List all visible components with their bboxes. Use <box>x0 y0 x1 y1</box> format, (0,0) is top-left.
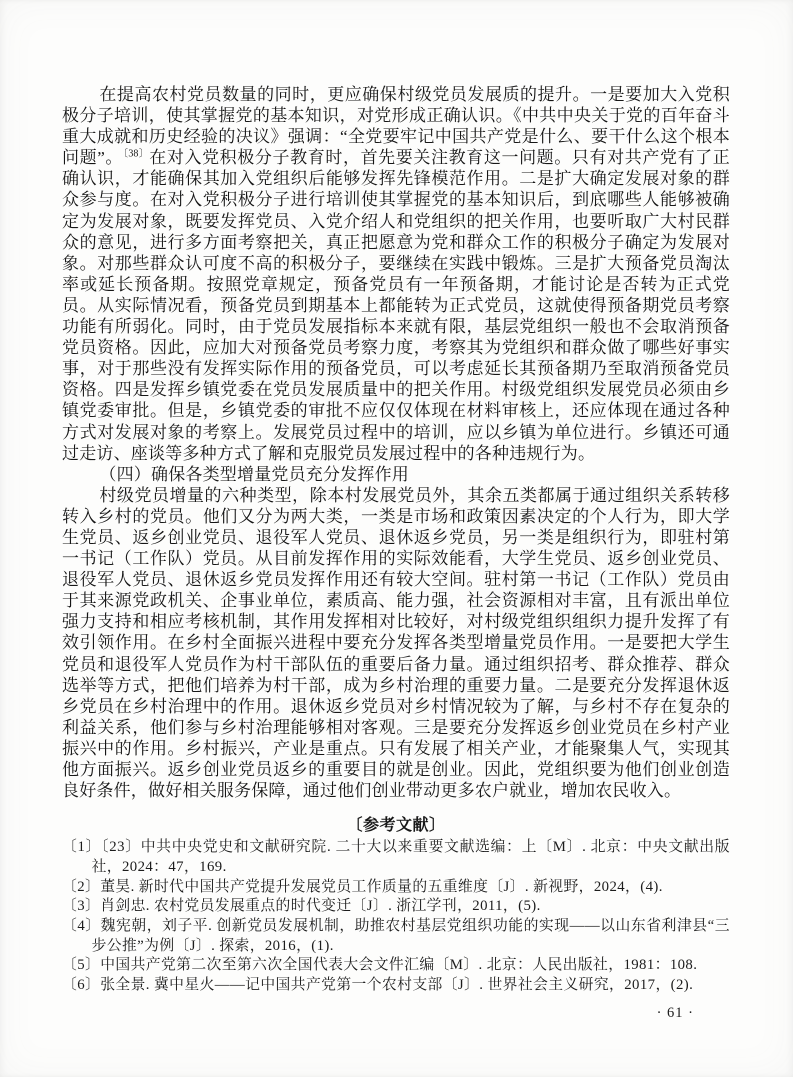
body-paragraph-1 <box>62 84 730 464</box>
body-paragraph-2: 村级党员增量的六种类型，除本村发展党员外，其余五类都属于通过组织关系转移转入乡村的党员。他们又分为两大类，一类是市场和政策因素决定的个人行为，即大学生党员、返乡创业党员、退役军人党员、退休返乡党员，另一类是组织行为，即驻村第一书记（工作队）党员。从目前发挥作用的实际效能看，大学生党员、返乡创业党员、退役军人党员、退休返乡党员发挥作用还有较大空间。驻村第一书记（工作队）党员由于其来源党政机关、企事业单位，素质高、能力强，社会资源相对丰富，且有派出单位强力支持和相应考核机制，其作用发挥相对比较好，对村级党组织组织力提升发挥了有效引领作用。在乡村全面振兴进程中要充分发挥各类型增量党员作用。一是要把大学生党员和退役军人党员作为村干部队伍的重要后备力量。通过组织招考、群众推荐、群众选举等方式，把他们培养为村干部，成为乡村治理的重要力量。二是要充分发挥退休返乡党员在乡村治理中的作用。退休返乡党员对乡村情况较为了解，与乡村不存在复杂的利益关系，他们参与乡村治理能够相对客观。三是要充分发挥返乡创业党员在乡村产业振兴中的作用。乡村振兴，产业是重点。只有发展了相关产业，才能聚集人气，实现其他方面振兴。返乡创业党员返乡的重要目的就是创业。因此，党组织要为他们创业创造良好条件，做好相关服务保障，通过他们创业带动更多农户就业，增加农民收入。 <box>62 485 730 801</box>
page-content <box>62 84 730 1022</box>
references-section <box>62 815 730 996</box>
section-heading: （四）确保各类型增量党员充分发挥作用 <box>99 464 409 484</box>
paragraph-1-text-after-note: 在对入党积极分子教育时，首先要关注教育这一问题。只有对共产党有了正确认识，才能确保其加入党组织后能够发挥先锋模范作用。二是扩大确定发展对象的群众参与度。在对入党积极分子进行培训使其掌握党的基本知识后，到底哪些人能够被确定为发展对象，既要发挥党员、入党介绍人和党组织的把关作用，也要听取广大村民群众的意见，进行多方面考察把关，真正把愿意为党和群众工作的积极分子确定为发展对象。对那些群众认可度不高的积极分子，要继续在实践中锻炼。三是扩大预备党员淘汰率或延长预备期。按照党章规定，预备党员有一年预备期，才能讨论是否转为正式党员。从实际情况看，预备党员到期基本上都能转为正式党员，这就使得预备期党员考察功能有所弱化。同时，由于党员发展指标本来就有限，基层党组织一般也不会取消预备党员资格。因此，应加大对预备党员考察力度，考察其为党组织和群众做了哪些好事实事，对于那些没有发挥实际作用的预备党员，可以考虑延长其预备期乃至取消预备党员资格。四是发挥乡镇党委在党员发展质量中的把关作用。村级党组织发展党员必须由乡镇党委审批。但是，乡镇党委的审批不应仅仅体现在材料审核上，还应体现在通过各种方式对发展对象的考察上。发展党员过程中的培训，应以乡镇为单位进行。乡镇还可通过走访、座谈等多种方式了解和克服党员发展过程中的各种违规行为。 <box>62 148 730 463</box>
page-number: · 61 · <box>656 1004 694 1021</box>
reference-item: 〔2〕董昊. 新时代中国共产党提升发展党员工作质量的五重维度〔J〕. 新视野，2024，(4). <box>62 878 663 895</box>
reference-item: 〔3〕肖剑忠. 农村党员发展重点的时代变迁〔J〕. 浙江学刊，2011，(5). <box>62 898 541 915</box>
footnote-marker-38: 〔38〕 <box>123 148 150 160</box>
reference-item: 〔6〕张全景. 冀中星火——记中国共产党第一个农村支部〔J〕. 世界社会主义研究，2017，(2). <box>62 977 694 994</box>
reference-item: 〔4〕魏宪朝，刘子平. 创新党员发展机制，助推农村基层党组织功能的实现——以山东省利津县“三步公推”为例〔J〕. 探索，2016，(1). <box>62 918 730 954</box>
paragraph-1-text-before-note: 在提高农村党员数量的同时，更应确保村级党员发展质的提升。一是要加大入党积极分子培训，使其掌握党的基本知识，对党形成正确认识。《中共中央关于党的百年奋斗重大成就和历史经验的决议》强调：“全党要牢记中国共产党是什么、要干什么这个根本问题”。 <box>62 85 730 168</box>
reference-item: 〔5〕中国共产党第二次至第六次全国代表大会文件汇编〔M〕. 北京：人民出版社，1981：108. <box>62 957 698 974</box>
references-title: 〔参考文献〕 <box>346 817 446 835</box>
reference-item: 〔1〕〔23〕中共中央党史和文献研究院. 二十大以来重要文献选编：上〔M〕. 北京：中央文献出版社，2024：47，169. <box>62 839 730 875</box>
